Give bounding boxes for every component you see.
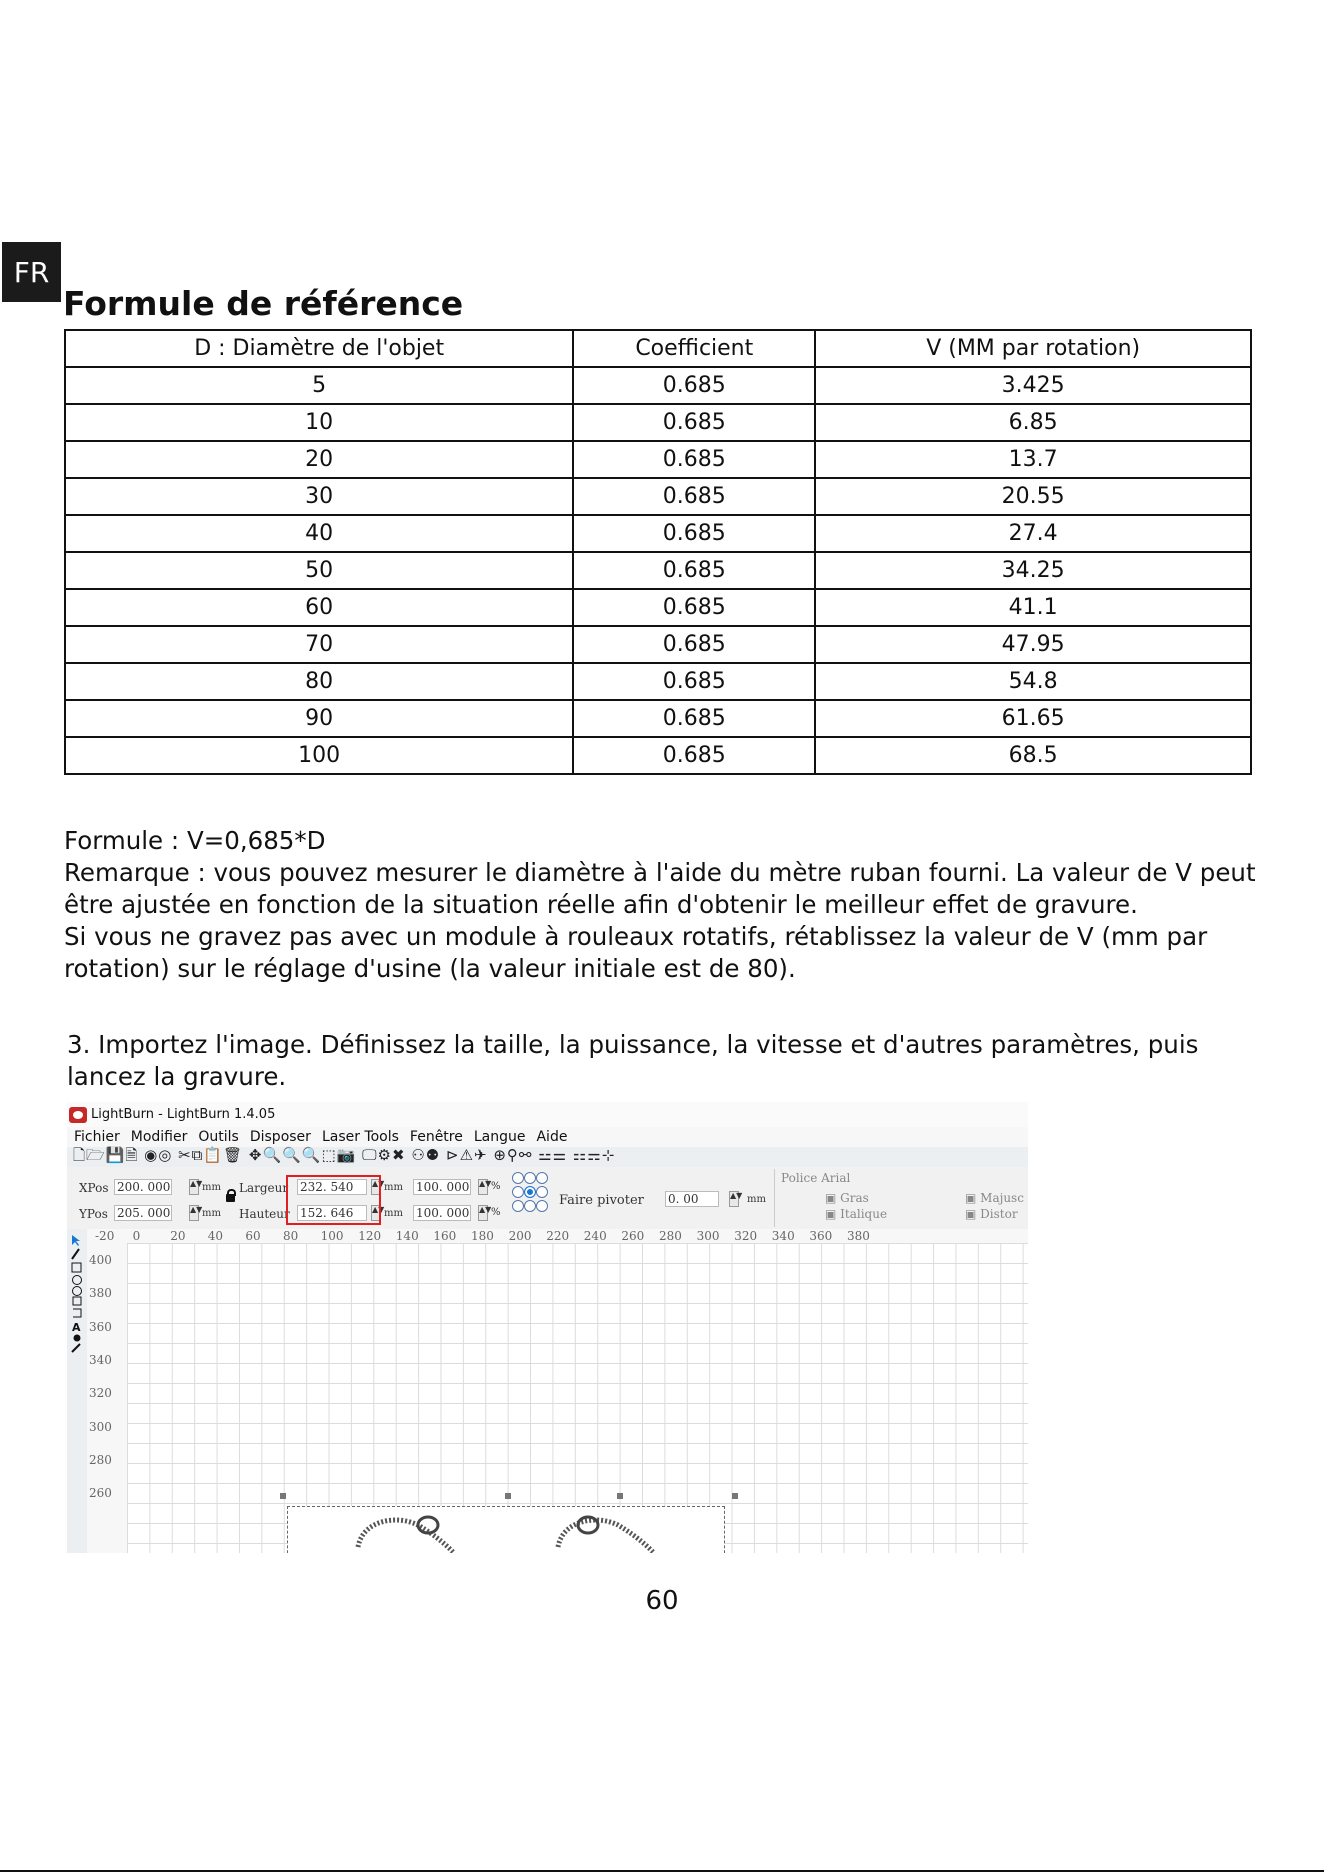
anchor-ml[interactable]	[512, 1186, 524, 1198]
ellipse-tool-icon[interactable]	[73, 1276, 82, 1285]
table-header-cell: D : Diamètre de l'objet	[65, 330, 573, 367]
xpos-field[interactable]: 200. 000	[114, 1179, 172, 1195]
lock-icon[interactable]	[226, 1194, 235, 1202]
table-cell: 80	[65, 663, 573, 700]
dragon-image	[288, 1507, 724, 1553]
left-toolbar	[67, 1229, 87, 1553]
ypos-field[interactable]: 205. 000	[114, 1205, 172, 1221]
page-number: 60	[645, 1586, 679, 1616]
anchor-bl[interactable]	[512, 1200, 524, 1212]
table-header-cell: V (MM par rotation)	[815, 330, 1251, 367]
table-header-cell: Coefficient	[573, 330, 815, 367]
ruler-y-label: 300	[89, 1419, 112, 1434]
position-tool-icon[interactable]	[74, 1335, 81, 1342]
height-label: Hauteur	[239, 1207, 290, 1221]
offset-tool-icon[interactable]	[73, 1309, 81, 1317]
table-cell: 0.685	[573, 441, 815, 478]
ruler-y-label: 400	[89, 1253, 112, 1267]
table-cell: 60	[65, 589, 573, 626]
table-row	[65, 626, 1251, 663]
selected-image-frame[interactable]	[287, 1506, 725, 1553]
lightburn-screenshot	[67, 1102, 1028, 1553]
scale-x-spinner[interactable]: ▲▼	[478, 1179, 488, 1195]
upper-label: Majusc	[980, 1191, 1024, 1205]
table-cell: 20.55	[815, 478, 1251, 515]
table-cell: 0.685	[573, 515, 815, 552]
ruler-x-label: 140	[395, 1229, 419, 1243]
ruler-x-label: 360	[809, 1229, 833, 1243]
lightburn-logo-icon	[69, 1107, 87, 1123]
table-cell: 68.5	[815, 737, 1251, 774]
rotate-spinner[interactable]: ▲▼	[729, 1191, 739, 1207]
section-title: Formule de référence	[63, 284, 464, 323]
table-row	[65, 663, 1251, 700]
rect-tool-icon[interactable]	[72, 1263, 81, 1272]
bold-label: Gras	[840, 1191, 869, 1205]
rotate-field[interactable]: 0. 00	[665, 1191, 719, 1207]
ruler-x-label: 280	[659, 1229, 682, 1243]
select-tool-icon[interactable]	[72, 1235, 80, 1246]
menu-item[interactable]: Fenêtre	[409, 1129, 463, 1145]
table-cell: 0.685	[573, 478, 815, 515]
table-cell: 0.685	[573, 663, 815, 700]
table-cell: 47.95	[815, 626, 1251, 663]
italic-toggle[interactable]: ▣ Italique	[825, 1207, 888, 1221]
size-highlight-box	[286, 1175, 381, 1225]
ruler-x-label: 320	[734, 1229, 758, 1243]
text-tool-icon[interactable]: A	[72, 1321, 81, 1334]
window-title: LightBurn - LightBurn 1.4.05	[91, 1107, 276, 1122]
table-cell: 0.685	[573, 626, 815, 663]
ruler-x-label: 220	[546, 1229, 570, 1243]
ruler-x-label: 160	[433, 1229, 457, 1243]
ruler-y-label: 360	[89, 1319, 112, 1334]
window-titlebar	[67, 1102, 1028, 1127]
ruler-x-label: -20	[95, 1229, 115, 1243]
resize-handle[interactable]	[732, 1493, 738, 1499]
ruler-y-label: 380	[89, 1286, 112, 1301]
width-unit: mm	[384, 1182, 403, 1193]
table-row	[65, 478, 1251, 515]
height-field[interactable]: 152. 646	[297, 1205, 367, 1221]
polygon-tool-icon[interactable]	[73, 1287, 82, 1296]
table-cell: 5	[65, 367, 573, 404]
ruler-x-label: 200	[508, 1229, 532, 1243]
table-cell: 30	[65, 478, 573, 515]
table-row	[65, 737, 1251, 774]
table-cell: 0.685	[573, 404, 815, 441]
ruler-y-label: 260	[89, 1486, 112, 1501]
rotate-label: Faire pivoter	[559, 1193, 644, 1208]
step-3-text: 3. Importez l'image. Définissez la taille, la puissance, la vitesse et d'autres paramètres, puis lancez la gravure.	[67, 1030, 1199, 1091]
table-row	[65, 515, 1251, 552]
ruler-x-label: 260	[621, 1229, 645, 1243]
menu-item[interactable]: Outils	[198, 1129, 239, 1145]
table-row	[65, 700, 1251, 737]
anchor-tc[interactable]	[524, 1172, 536, 1184]
upper-toggle[interactable]: ▣ Majusc	[965, 1191, 1024, 1205]
ypos-unit: mm	[202, 1208, 221, 1219]
table-cell: 13.7	[815, 441, 1251, 478]
measure-tool-icon[interactable]	[72, 1344, 80, 1352]
table-cell: 20	[65, 441, 573, 478]
xpos-spinner[interactable]: ▲▼	[189, 1179, 199, 1195]
resize-handle[interactable]	[617, 1493, 623, 1499]
menu-item[interactable]: Disposer	[249, 1129, 311, 1145]
ruler-x-label: 340	[771, 1229, 795, 1243]
ruler-x-label: 180	[471, 1229, 494, 1243]
menu-item[interactable]: Modifier	[130, 1129, 188, 1145]
ruler-y-label: 340	[89, 1352, 112, 1367]
ruler-x-label: 300	[696, 1229, 720, 1243]
ypos-label: YPos	[79, 1207, 108, 1221]
height-unit: mm	[384, 1208, 403, 1219]
menu-item[interactable]: Fichier	[74, 1129, 120, 1145]
ruler-y-label: 280	[89, 1452, 112, 1467]
ypos-spinner[interactable]: ▲▼	[189, 1205, 199, 1221]
frame-tool-icon[interactable]	[73, 1297, 81, 1305]
font-panel	[774, 1169, 1028, 1227]
table-cell: 27.4	[815, 515, 1251, 552]
ruler-top	[87, 1229, 1028, 1244]
table-cell: 100	[65, 737, 573, 774]
scale-x-unit: %	[491, 1181, 501, 1192]
bold-toggle[interactable]: ▣ Gras	[825, 1191, 869, 1205]
table-cell: 34.25	[815, 552, 1251, 589]
scale-y-spinner[interactable]: ▲▼	[478, 1205, 488, 1221]
table-header-row	[65, 330, 1251, 367]
table-cell: 41.1	[815, 589, 1251, 626]
width-spinner[interactable]: ▲▼	[371, 1179, 381, 1195]
table-cell: 6.85	[815, 404, 1251, 441]
width-label: Largeur	[239, 1181, 289, 1195]
table-cell: 0.685	[573, 589, 815, 626]
menu-item[interactable]: Laser Tools	[321, 1129, 399, 1145]
scale-x-field[interactable]: 100. 000	[413, 1179, 471, 1195]
menu-item[interactable]: Langue	[473, 1129, 526, 1145]
xpos-label: XPos	[79, 1181, 109, 1195]
table-cell: 40	[65, 515, 573, 552]
toolbar-icons[interactable]: 🗋🗁💾🗎 ◉◎ ✂⧉📋🗑 ✥🔍🔍🔍⬚📷 🖵⚙✖ ⚇⚉ ⊳⚠✈ ⊕⚲⚯ ⚍⚌ ⚏⚎⊹	[73, 1145, 616, 1164]
workspace-canvas[interactable]	[127, 1243, 1028, 1553]
anchor-bc[interactable]	[524, 1200, 536, 1212]
ruler-x-label: 20	[170, 1229, 186, 1243]
table-row	[65, 552, 1251, 589]
pen-tool-icon[interactable]	[72, 1249, 79, 1259]
rotate-unit: mm	[747, 1194, 766, 1205]
table-row	[65, 404, 1251, 441]
table-cell: 0.685	[573, 552, 815, 589]
table-row	[65, 367, 1251, 404]
anchor-tl[interactable]	[512, 1172, 524, 1184]
ruler-x-label: 80	[283, 1229, 299, 1243]
ruler-x-label: 40	[207, 1229, 224, 1243]
toolbar	[67, 1147, 1028, 1167]
table-cell: 90	[65, 700, 573, 737]
ruler-x-label: 120	[358, 1229, 382, 1243]
ruler-x-label: 380	[847, 1229, 870, 1243]
font-label: Police Arial	[781, 1171, 851, 1185]
anchor-center[interactable]	[524, 1186, 536, 1198]
scale-y-unit: %	[491, 1207, 501, 1218]
ruler-x-label: 60	[245, 1229, 261, 1243]
ruler-x-label: 100	[320, 1229, 344, 1243]
properties-bar	[67, 1167, 1028, 1230]
ruler-x-label: 0	[132, 1229, 141, 1243]
formula-text: Formule : V=0,685*D	[64, 826, 326, 855]
reference-table	[64, 329, 1252, 775]
remark-text: Remarque : vous pouvez mesurer le diamètre à l'aide du mètre ruban fourni. La valeur de V peut être ajustée en fonction de la situation réelle afin d'obtenir le meilleur effet de gravure.	[64, 858, 1256, 919]
table-cell: 0.685	[573, 737, 815, 774]
ruler-left	[87, 1243, 128, 1553]
anchor-br[interactable]	[536, 1200, 548, 1212]
table-cell: 0.685	[573, 700, 815, 737]
table-cell: 54.8	[815, 663, 1251, 700]
table-cell: 70	[65, 626, 573, 663]
xpos-unit: mm	[202, 1182, 221, 1193]
table-cell: 10	[65, 404, 573, 441]
resize-handle[interactable]	[280, 1493, 286, 1499]
height-spinner[interactable]: ▲▼	[371, 1205, 381, 1221]
table-cell: 3.425	[815, 367, 1251, 404]
ruler-x-label: 240	[583, 1229, 607, 1243]
anchor-tr[interactable]	[536, 1172, 548, 1184]
language-tab: FR	[2, 242, 61, 302]
italic-label: Italique	[840, 1207, 888, 1221]
tool-icons	[67, 1233, 87, 1353]
menu-item[interactable]: Aide	[536, 1129, 568, 1145]
table-row	[65, 589, 1251, 626]
table-cell: 0.685	[573, 367, 815, 404]
table-cell: 61.65	[815, 700, 1251, 737]
anchor-mr[interactable]	[536, 1186, 548, 1198]
ruler-y-label: 320	[89, 1386, 112, 1401]
table-row	[65, 441, 1251, 478]
scale-y-field[interactable]: 100. 000	[413, 1205, 471, 1221]
distort-label: Distor	[980, 1207, 1018, 1221]
rotary-note-text: Si vous ne gravez pas avec un module à rouleaux rotatifs, rétablissez la valeur de V (mm par rotation) sur le réglage d'usine (la valeur initiale est de 80).	[64, 922, 1208, 983]
width-field[interactable]: 232. 540	[297, 1179, 367, 1195]
resize-handle[interactable]	[505, 1493, 511, 1499]
distort-toggle[interactable]: ▣ Distor	[965, 1207, 1018, 1221]
table-cell: 50	[65, 552, 573, 589]
